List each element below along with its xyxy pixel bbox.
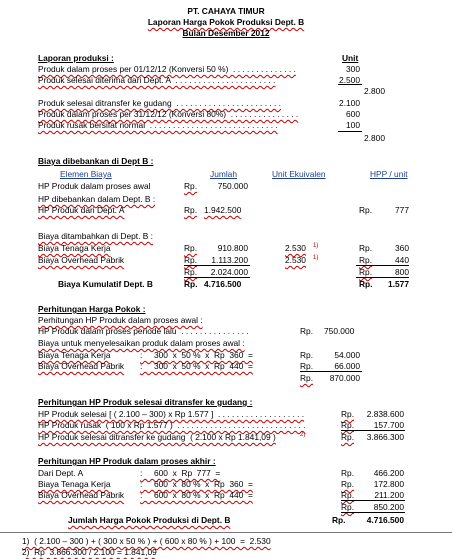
rp-label: Rp. [184,181,198,191]
transfer-row2-label: HP Produk rusak ( 100 x Rp 1.577 ) . . . . . . . . . . . . . . . . . . . . . . . . . . . . [38,420,306,430]
subtotal-rule [338,84,362,85]
wip-end-heading: Perhitungan HP Produk dalam proses akhir : [38,456,216,466]
cost-calc-heading: Perhitungan Harga Pokok : [38,304,146,314]
production-row-label: Produk selesai ditransfer ke gudang . . . . . . . . . . . . . . . . . . . . . . . [38,98,281,108]
wip-end-row-label: Biaya Overhead Pabrik [38,490,125,500]
production-row-value: 100 [346,120,360,130]
wip-end-row-formula: : 600 x 80 % x Rp 360 = [140,479,253,489]
rp-label: Rp. [332,515,346,525]
subtotal-rule [300,371,362,372]
production-row-label: Produk rusak bersifat normal . . . . . . . . . . . . . . . . . . . . . . . . . . . . [38,120,278,130]
subtotal-rule [341,500,405,501]
col-amount: Jumlah [210,169,237,179]
cumulative-amount: 4.716.500 [204,279,242,289]
rp-label: Rp. [359,205,373,215]
transfer-heading: Perhitungan HP Produk selesai ditransfer ke gudang : [38,397,253,407]
labor-amount: 910.800 [217,243,248,253]
rp-label: Rp. [184,205,198,215]
labor-label: Biaya Tenaga Kerja [38,350,111,360]
from-dept-amount: 1.942.500 [204,205,242,215]
cost-calc-sub2: Biaya untuk menyelesaikan produk dalam proses awal : [38,338,245,348]
wip-end-row-formula: : 600 x 80 % x Rp 440 = [140,490,253,500]
grand-total-amount: 4.716.500 [366,515,404,525]
rp-label: Rp. [341,432,355,442]
wip-end-total: 850.200 [373,502,404,512]
rp-label: Rp. [359,267,373,277]
overhead-label: Biaya Overhead Pabrik [38,361,125,371]
wip-end-row-label: Biaya Tenaga Kerja [38,479,111,489]
production-row-value: 2.100 [339,98,360,108]
wip-end-row-amount: 211.200 [374,490,404,500]
total-rule [356,277,409,278]
overhead-note-ref: 1) [313,255,319,261]
wip-end-row-label: Dari Dept. A [38,468,84,478]
production-row-value: 2.800 [364,133,385,143]
rp-label: Rp. [300,350,314,360]
company-name: PT. CAHAYA TIMUR [187,6,265,16]
wip-begin-amount: 750.000 [217,181,248,191]
production-row-value: 2.500 [339,75,360,85]
from-dept-heading: HP dibebankan dalam Dept. B : [38,194,156,204]
overhead-label: Biaya Overhead Pabrik [38,255,125,265]
unit-heading: Unit [342,53,359,63]
rp-label: Rp. [300,361,314,371]
production-heading: Laporan produksi : [38,53,114,63]
cumulative-hpp: 1.577 [388,279,409,289]
rp-label: Rp. [300,373,314,383]
prev-wip-amount: 750.000 [324,326,355,336]
labor-amount: 54.000 [334,350,360,360]
subtotal-rule [184,265,250,266]
transfer-note-ref: 2) [300,432,306,438]
overhead-amount: 66.000 [334,361,360,371]
transfer-row3-label: HP Produk selesai ditransfer ke gudang ( 2.100 x Rp 1.841,09 ) [38,432,276,442]
rp-label: Rp. [184,267,198,277]
total-rule [184,277,250,278]
rp-label: Rp. [341,502,355,512]
report-title: Laporan Harga Pokok Produksi Dept. B [147,17,305,27]
wip-end-row-amount: 466.200 [373,468,404,478]
from-dept-hpp: 777 [395,205,409,215]
transfer-row2-amount: 157.700 [373,420,404,430]
transfer-row3-amount: 3.866.300 [366,432,404,442]
cost-calc-total: 870.000 [329,373,360,383]
prev-wip-label: HP Produk dalam proses periode lalu . . . . . . . . . . . . . . . [38,326,249,336]
rp-label: Rp. [359,279,373,289]
col-hpp: HPP / unit [370,169,408,179]
cost-calc-sub1: Perhitungan HP Produk dalam proses awal : [38,315,203,325]
grand-total-label: Jumlah Harga Pokok Produksi di Dept. B [68,515,231,525]
production-row-label: Produk dalam proses per 01/12/12 (Konversi 50 %) . . . . . . . . . . . . . . [38,64,296,74]
production-row-label: Produk selesai diterima dari Dept. A . . . . . . . . . . . . . . . . . . . . . . [38,75,276,85]
rp-label: Rp. [184,243,198,253]
production-row-label: Produk dalam proses per 31/12/12 (Konversi 80%) . . . . . . . . . . . . . . . [38,109,299,119]
rp-label: Rp. [341,420,355,430]
wip-end-row-formula: : 600 x Rp 777 = [140,468,221,478]
subtotal-rule [341,430,405,431]
subtotal-rule [338,131,362,132]
transfer-row1-amount: 2.838.600 [366,409,404,419]
labor-units: 2.530 [285,243,306,253]
footnote-rule [0,532,452,533]
rp-label: Rp. [300,326,314,336]
rp-label: Rp. [184,255,198,265]
subtotal-rule [356,265,409,266]
cumulative-label: Biaya Kumulatif Dept. B [58,279,153,289]
wip-end-row-amount: 172.800 [373,479,404,489]
rp-label: Rp. [341,490,355,500]
rp-label: Rp. [359,243,373,253]
production-row-value: 300 [346,64,360,74]
rp-label: Rp. [359,255,373,265]
overhead-hpp: 440 [395,255,409,265]
footnote-1: 1) ( 2.100 – 300 ) + ( 300 x 50 % ) + ( 600 x 80 % ) + 100 = 2.530 [22,536,271,546]
overhead-units: 2.530 [285,255,306,265]
total-rule [341,512,405,513]
production-row-value: 2.800 [364,86,385,96]
footnote-2: 2) Rp 3.866.300 / 2.100 = 1.841,09 [22,547,157,557]
from-dept-label: HP Produk dari Dept. A [38,205,125,215]
subtotal-hpp: 800 [395,267,409,277]
wip-begin-label: HP Produk dalam proses awal [38,181,151,191]
production-row-value: 600 [346,109,360,119]
labor-formula: : 300 x 50 % x Rp 360 = [140,350,253,360]
overhead-formula: : 300 x 50 % x Rp 440 = [140,361,253,371]
overhead-amount: 1.113.200 [211,255,248,265]
col-unit: Unit Ekuivalen [272,169,326,179]
labor-note-ref: 1) [313,243,319,249]
labor-label: Biaya Tenaga Kerja [38,243,111,253]
transfer-row1-label: HP Produk selesai [ ( 2.100 – 300) x Rp 1.577 ] . . . . . . . . . . . . . . . . . . . [38,409,305,419]
subtotal-amount: 2.024.000 [210,267,248,277]
rp-label: Rp. [184,279,198,289]
report-period: Bulan Desember 2012 [182,28,270,38]
col-element: Elemen Biaya [60,169,112,179]
costs-heading: Biaya dibebankan di Dept B : [38,156,154,166]
added-heading: Biaya ditambahkan di Dept. B : [38,231,153,241]
rp-label: Rp. [341,468,355,478]
labor-hpp: 360 [395,243,409,253]
rp-label: Rp. [341,409,355,419]
rp-label: Rp. [341,479,355,489]
